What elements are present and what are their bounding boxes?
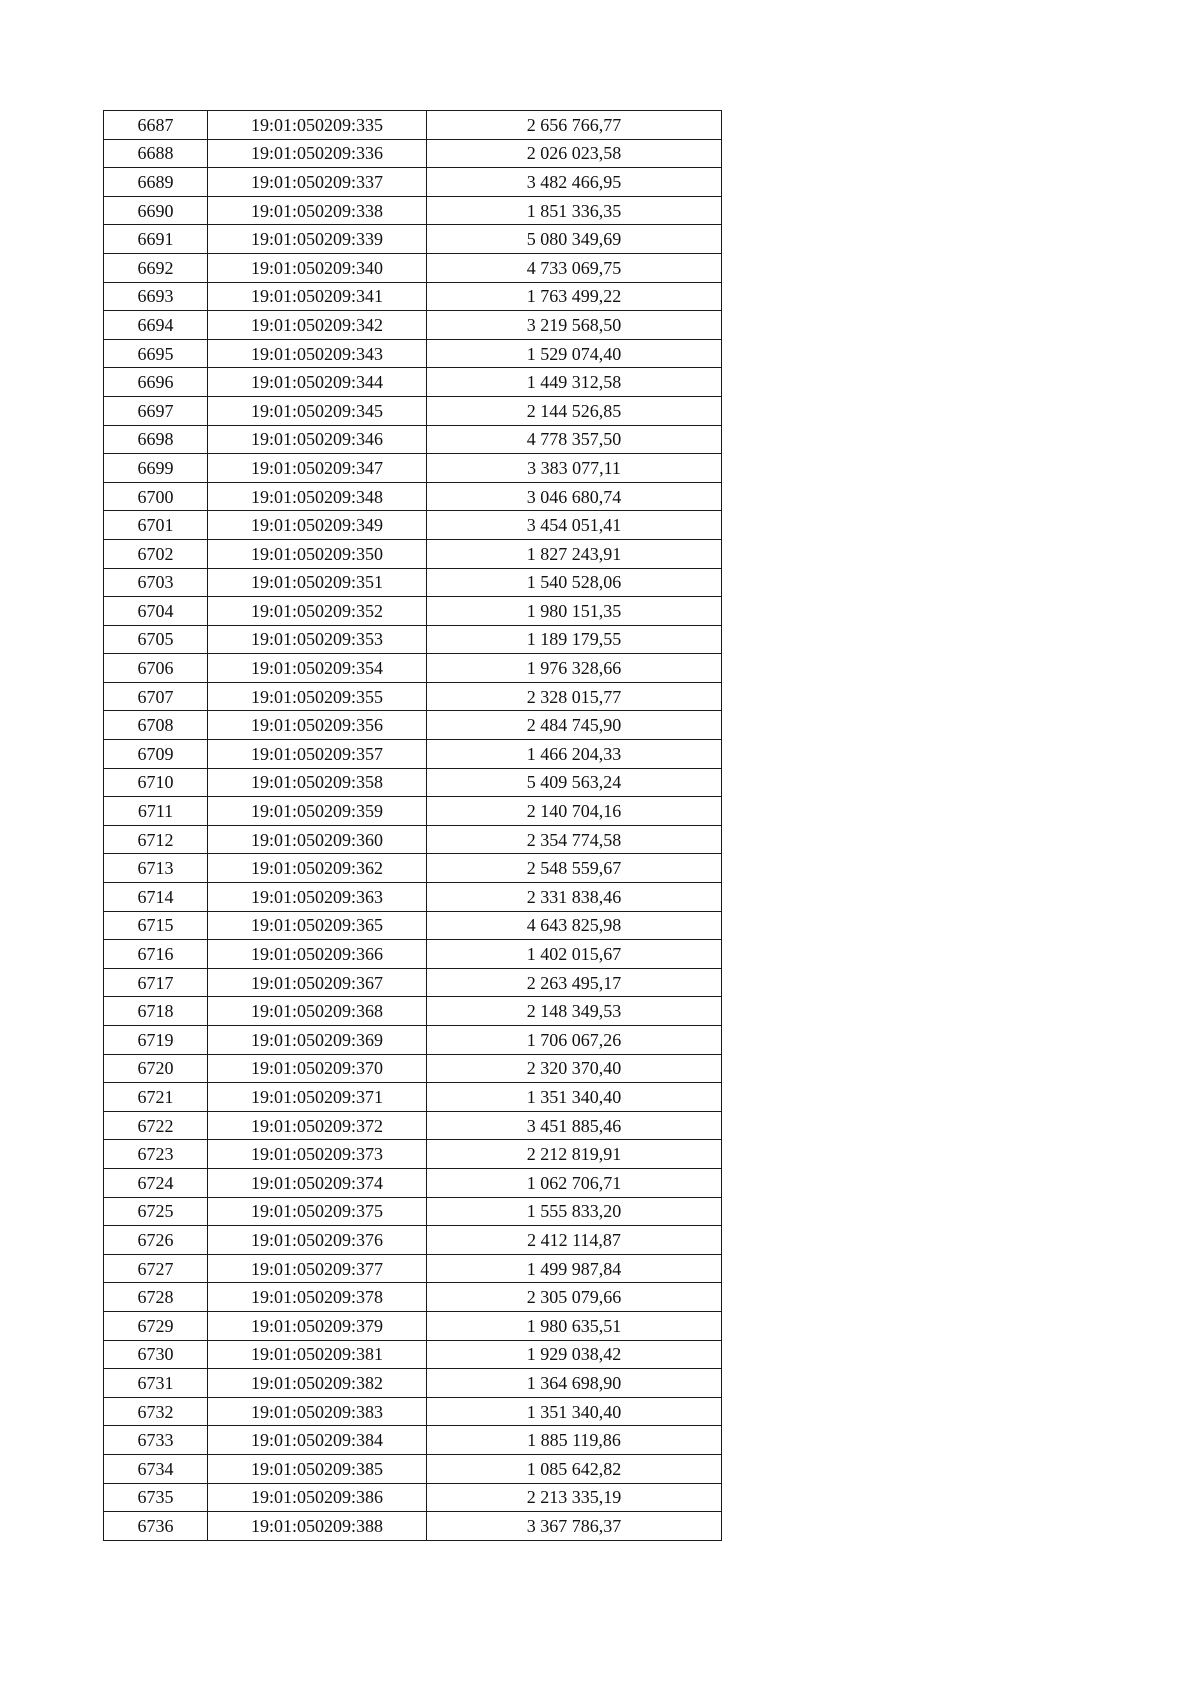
- cadastral-value-cell: 1 706 067,26: [427, 1026, 722, 1055]
- table-row: [104, 1226, 722, 1255]
- table-row: [104, 1054, 722, 1083]
- table-row: [104, 311, 722, 340]
- row-number-cell: 6690: [104, 196, 208, 225]
- table-body: [104, 111, 722, 1541]
- cadastral-number-cell: 19:01:050209:375: [208, 1197, 427, 1226]
- cadastral-number-cell: 19:01:050209:386: [208, 1483, 427, 1512]
- cadastral-value-cell: 1 555 833,20: [427, 1197, 722, 1226]
- cadastral-value-cell: 2 213 335,19: [427, 1483, 722, 1512]
- row-number-cell: 6732: [104, 1397, 208, 1426]
- cadastral-number-cell: 19:01:050209:340: [208, 253, 427, 282]
- cadastral-value-cell: 3 219 568,50: [427, 311, 722, 340]
- cadastral-value-cell: 2 331 838,46: [427, 883, 722, 912]
- row-number-cell: 6722: [104, 1111, 208, 1140]
- cadastral-number-cell: 19:01:050209:365: [208, 911, 427, 940]
- row-number-cell: 6726: [104, 1226, 208, 1255]
- cadastral-number-cell: 19:01:050209:354: [208, 654, 427, 683]
- cadastral-number-cell: 19:01:050209:382: [208, 1369, 427, 1398]
- row-number-cell: 6724: [104, 1168, 208, 1197]
- table-row: [104, 911, 722, 940]
- table-row: [104, 825, 722, 854]
- row-number-cell: 6735: [104, 1483, 208, 1512]
- cadastral-number-cell: 19:01:050209:349: [208, 511, 427, 540]
- cadastral-number-cell: 19:01:050209:338: [208, 196, 427, 225]
- row-number-cell: 6716: [104, 940, 208, 969]
- cadastral-number-cell: 19:01:050209:357: [208, 740, 427, 769]
- cadastral-value-cell: 1 189 179,55: [427, 625, 722, 654]
- row-number-cell: 6688: [104, 139, 208, 168]
- cadastral-number-cell: 19:01:050209:358: [208, 768, 427, 797]
- cadastral-value-cell: 3 046 680,74: [427, 482, 722, 511]
- row-number-cell: 6697: [104, 396, 208, 425]
- table-row: [104, 768, 722, 797]
- row-number-cell: 6723: [104, 1140, 208, 1169]
- table-row: [104, 196, 722, 225]
- cadastral-value-cell: 2 656 766,77: [427, 111, 722, 140]
- table-row: [104, 940, 722, 969]
- cadastral-number-cell: 19:01:050209:343: [208, 339, 427, 368]
- cadastral-value-cell: 4 643 825,98: [427, 911, 722, 940]
- row-number-cell: 6691: [104, 225, 208, 254]
- row-number-cell: 6694: [104, 311, 208, 340]
- cadastral-number-cell: 19:01:050209:350: [208, 539, 427, 568]
- table-row: [104, 654, 722, 683]
- cadastral-value-cell: 2 320 370,40: [427, 1054, 722, 1083]
- row-number-cell: 6729: [104, 1311, 208, 1340]
- cadastral-value-cell: 1 980 635,51: [427, 1311, 722, 1340]
- row-number-cell: 6698: [104, 425, 208, 454]
- cadastral-number-cell: 19:01:050209:374: [208, 1168, 427, 1197]
- row-number-cell: 6708: [104, 711, 208, 740]
- cadastral-number-cell: 19:01:050209:371: [208, 1083, 427, 1112]
- cadastral-number-cell: 19:01:050209:363: [208, 883, 427, 912]
- cadastral-number-cell: 19:01:050209:352: [208, 597, 427, 626]
- cadastral-number-cell: 19:01:050209:346: [208, 425, 427, 454]
- table-row: [104, 797, 722, 826]
- table-row: [104, 968, 722, 997]
- row-number-cell: 6713: [104, 854, 208, 883]
- cadastral-number-cell: 19:01:050209:342: [208, 311, 427, 340]
- table-row: [104, 1397, 722, 1426]
- cadastral-value-cell: 1 364 698,90: [427, 1369, 722, 1398]
- table-row: [104, 425, 722, 454]
- row-number-cell: 6702: [104, 539, 208, 568]
- cadastral-value-cell: 3 482 466,95: [427, 168, 722, 197]
- cadastral-number-cell: 19:01:050209:341: [208, 282, 427, 311]
- table-row: [104, 168, 722, 197]
- table-row: [104, 883, 722, 912]
- cadastral-value-cell: 1 827 243,91: [427, 539, 722, 568]
- row-number-cell: 6733: [104, 1426, 208, 1455]
- cadastral-value-cell: 4 778 357,50: [427, 425, 722, 454]
- row-number-cell: 6736: [104, 1512, 208, 1541]
- cadastral-number-cell: 19:01:050209:368: [208, 997, 427, 1026]
- table-row: [104, 1483, 722, 1512]
- table-row: [104, 539, 722, 568]
- table-row: [104, 1426, 722, 1455]
- cadastral-value-cell: 2 212 819,91: [427, 1140, 722, 1169]
- cadastral-number-cell: 19:01:050209:355: [208, 682, 427, 711]
- row-number-cell: 6717: [104, 968, 208, 997]
- table-row: [104, 740, 722, 769]
- table-row: [104, 1140, 722, 1169]
- cadastral-number-cell: 19:01:050209:388: [208, 1512, 427, 1541]
- row-number-cell: 6728: [104, 1283, 208, 1312]
- cadastral-value-cell: 1 351 340,40: [427, 1397, 722, 1426]
- table-row: [104, 1454, 722, 1483]
- cadastral-value-cell: 1 529 074,40: [427, 339, 722, 368]
- cadastral-value-cell: 2 144 526,85: [427, 396, 722, 425]
- cadastral-number-cell: 19:01:050209:335: [208, 111, 427, 140]
- table-row: [104, 253, 722, 282]
- row-number-cell: 6689: [104, 168, 208, 197]
- table-row: [104, 997, 722, 1026]
- cadastral-value-cell: 1 885 119,86: [427, 1426, 722, 1455]
- cadastral-number-cell: 19:01:050209:360: [208, 825, 427, 854]
- row-number-cell: 6693: [104, 282, 208, 311]
- table-row: [104, 568, 722, 597]
- row-number-cell: 6707: [104, 682, 208, 711]
- cadastral-number-cell: 19:01:050209:377: [208, 1254, 427, 1283]
- cadastral-value-cell: 2 026 023,58: [427, 139, 722, 168]
- cadastral-value-cell: 1 466 204,33: [427, 740, 722, 769]
- cadastral-number-cell: 19:01:050209:359: [208, 797, 427, 826]
- cadastral-value-cell: 1 351 340,40: [427, 1083, 722, 1112]
- cadastral-number-cell: 19:01:050209:353: [208, 625, 427, 654]
- table-row: [104, 1026, 722, 1055]
- cadastral-number-cell: 19:01:050209:347: [208, 454, 427, 483]
- row-number-cell: 6703: [104, 568, 208, 597]
- table-row: [104, 339, 722, 368]
- cadastral-number-cell: 19:01:050209:367: [208, 968, 427, 997]
- cadastral-number-cell: 19:01:050209:372: [208, 1111, 427, 1140]
- row-number-cell: 6709: [104, 740, 208, 769]
- table-row: [104, 1168, 722, 1197]
- cadastral-number-cell: 19:01:050209:345: [208, 396, 427, 425]
- cadastral-number-cell: 19:01:050209:337: [208, 168, 427, 197]
- cadastral-value-cell: 4 733 069,75: [427, 253, 722, 282]
- table-row: [104, 1111, 722, 1140]
- row-number-cell: 6725: [104, 1197, 208, 1226]
- row-number-cell: 6731: [104, 1369, 208, 1398]
- cadastral-value-cell: 1 763 499,22: [427, 282, 722, 311]
- row-number-cell: 6710: [104, 768, 208, 797]
- table-row: [104, 854, 722, 883]
- cadastral-number-cell: 19:01:050209:356: [208, 711, 427, 740]
- row-number-cell: 6705: [104, 625, 208, 654]
- row-number-cell: 6706: [104, 654, 208, 683]
- cadastral-value-cell: 3 451 885,46: [427, 1111, 722, 1140]
- table-row: [104, 1197, 722, 1226]
- table-row: [104, 1311, 722, 1340]
- cadastral-value-cell: 2 305 079,66: [427, 1283, 722, 1312]
- cadastral-value-cell: 1 402 015,67: [427, 940, 722, 969]
- cadastral-value-cell: 1 499 987,84: [427, 1254, 722, 1283]
- cadastral-value-cell: 1 976 328,66: [427, 654, 722, 683]
- cadastral-number-cell: 19:01:050209:336: [208, 139, 427, 168]
- table-row: [104, 711, 722, 740]
- row-number-cell: 6714: [104, 883, 208, 912]
- cadastral-value-cell: 1 851 336,35: [427, 196, 722, 225]
- cadastral-number-cell: 19:01:050209:351: [208, 568, 427, 597]
- row-number-cell: 6734: [104, 1454, 208, 1483]
- cadastral-number-cell: 19:01:050209:366: [208, 940, 427, 969]
- row-number-cell: 6715: [104, 911, 208, 940]
- cadastral-number-cell: 19:01:050209:369: [208, 1026, 427, 1055]
- cadastral-value-cell: 3 383 077,11: [427, 454, 722, 483]
- cadastral-number-cell: 19:01:050209:384: [208, 1426, 427, 1455]
- cadastral-value-cell: 2 148 349,53: [427, 997, 722, 1026]
- table-row: [104, 1512, 722, 1541]
- cadastral-number-cell: 19:01:050209:376: [208, 1226, 427, 1255]
- table-row: [104, 396, 722, 425]
- table-row: [104, 1254, 722, 1283]
- row-number-cell: 6712: [104, 825, 208, 854]
- cadastral-value-cell: 2 328 015,77: [427, 682, 722, 711]
- cadastral-value-cell: 2 263 495,17: [427, 968, 722, 997]
- row-number-cell: 6704: [104, 597, 208, 626]
- table-row: [104, 368, 722, 397]
- cadastral-number-cell: 19:01:050209:339: [208, 225, 427, 254]
- table-row: [104, 482, 722, 511]
- cadastral-value-cell: 5 080 349,69: [427, 225, 722, 254]
- cadastral-value-cell: 1 929 038,42: [427, 1340, 722, 1369]
- cadastral-value-cell: 1 980 151,35: [427, 597, 722, 626]
- cadastral-value-cell: 2 412 114,87: [427, 1226, 722, 1255]
- row-number-cell: 6711: [104, 797, 208, 826]
- cadastral-value-cell: 1 062 706,71: [427, 1168, 722, 1197]
- cadastral-number-cell: 19:01:050209:381: [208, 1340, 427, 1369]
- cadastral-number-cell: 19:01:050209:378: [208, 1283, 427, 1312]
- row-number-cell: 6730: [104, 1340, 208, 1369]
- row-number-cell: 6727: [104, 1254, 208, 1283]
- table-row: [104, 1083, 722, 1112]
- row-number-cell: 6695: [104, 339, 208, 368]
- cadastral-value-cell: 2 484 745,90: [427, 711, 722, 740]
- table-row: [104, 111, 722, 140]
- cadastral-value-cell: 3 367 786,37: [427, 1512, 722, 1541]
- table-row: [104, 1283, 722, 1312]
- cadastral-value-cell: 1 540 528,06: [427, 568, 722, 597]
- table-row: [104, 282, 722, 311]
- cadastral-number-cell: 19:01:050209:379: [208, 1311, 427, 1340]
- table-row: [104, 139, 722, 168]
- row-number-cell: 6699: [104, 454, 208, 483]
- table-row: [104, 511, 722, 540]
- cadastral-number-cell: 19:01:050209:383: [208, 1397, 427, 1426]
- cadastral-number-cell: 19:01:050209:373: [208, 1140, 427, 1169]
- cadastral-number-cell: 19:01:050209:344: [208, 368, 427, 397]
- table-row: [104, 1340, 722, 1369]
- row-number-cell: 6700: [104, 482, 208, 511]
- row-number-cell: 6718: [104, 997, 208, 1026]
- row-number-cell: 6696: [104, 368, 208, 397]
- cadastral-value-cell: 2 548 559,67: [427, 854, 722, 883]
- cadastral-value-cell: 2 140 704,16: [427, 797, 722, 826]
- table-row: [104, 1369, 722, 1398]
- row-number-cell: 6721: [104, 1083, 208, 1112]
- cadastral-number-cell: 19:01:050209:370: [208, 1054, 427, 1083]
- table-row: [104, 682, 722, 711]
- cadastral-number-cell: 19:01:050209:362: [208, 854, 427, 883]
- table-row: [104, 225, 722, 254]
- table-row: [104, 454, 722, 483]
- cadastral-value-cell: 1 085 642,82: [427, 1454, 722, 1483]
- cadastral-value-cell: 1 449 312,58: [427, 368, 722, 397]
- row-number-cell: 6687: [104, 111, 208, 140]
- row-number-cell: 6692: [104, 253, 208, 282]
- table-row: [104, 597, 722, 626]
- cadastral-value-cell: 3 454 051,41: [427, 511, 722, 540]
- cadastral-value-cell: 2 354 774,58: [427, 825, 722, 854]
- row-number-cell: 6720: [104, 1054, 208, 1083]
- cadastral-value-table: [103, 110, 722, 1541]
- cadastral-number-cell: 19:01:050209:385: [208, 1454, 427, 1483]
- table-row: [104, 625, 722, 654]
- cadastral-value-cell: 5 409 563,24: [427, 768, 722, 797]
- row-number-cell: 6701: [104, 511, 208, 540]
- row-number-cell: 6719: [104, 1026, 208, 1055]
- cadastral-number-cell: 19:01:050209:348: [208, 482, 427, 511]
